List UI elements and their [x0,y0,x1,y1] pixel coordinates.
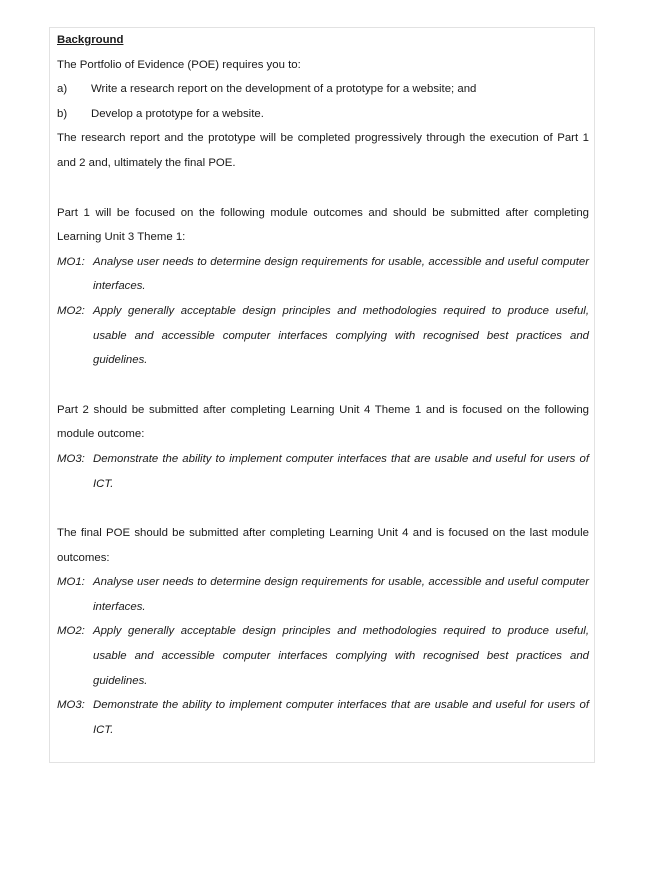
part2-outcome-mo3 [57,447,589,496]
outcome-text: Analyse user needs to determine design requirements for usable, accessible and useful computer interfaces. [93,255,589,293]
spacer [57,496,589,521]
requirement-text: Write a research report on the development of a prototype for a website; and [91,83,477,96]
requirement-item-b [57,102,589,127]
outcome-code: MO3: [57,699,85,712]
spacer [57,373,589,398]
intro-text: The Portfolio of Evidence (POE) requires you to: [57,58,301,71]
spacer [57,176,589,201]
requirement-text: Develop a prototype for a website. [91,107,264,120]
outcome-text: Demonstrate the ability to implement computer interfaces that are usable and useful for users of ICT. [93,699,589,736]
part1-outcome-mo1 [57,250,589,299]
progress-note: The research report and the prototype will be completed progressively through the execution of Part 1 and 2 and, ultimately the final POE. [57,132,589,169]
outcome-code: MO1: [57,576,85,589]
part2-text: Part 2 should be submitted after completing Learning Unit 4 Theme 1 and is focused on the following module outcome: [57,403,589,441]
requirement-marker: b) [57,107,68,120]
outcome-text: Demonstrate the ability to implement computer interfaces that are usable and useful for users of ICT. [93,452,589,490]
outcome-code: MO2: [57,304,85,317]
final-outcome-mo1 [57,570,589,619]
document-box [49,27,595,763]
outcome-text: Apply generally acceptable design principles and methodologies required to produce useful, usable and accessible computer interfaces complying with recognised best practices and guidelines. [93,304,589,367]
final-outcome-mo2 [57,619,589,693]
final-outcome-mo3 [57,693,589,742]
outcome-code: MO2: [57,625,85,638]
outcome-text: Apply generally acceptable design principles and methodologies required to produce useful, usable and accessible computer interfaces complying with recognised best practices and guidelines. [93,625,589,687]
outcome-code: MO3: [57,452,85,465]
section-heading: Background [57,34,124,46]
part1-outcome-mo2 [57,299,589,373]
outcome-code: MO1: [57,255,85,268]
part1-text: Part 1 will be focused on the following module outcomes and should be submitted after completing Learning Unit 3 Theme 1: [57,206,589,244]
document-content [57,28,589,742]
requirement-item-a [57,77,589,102]
final-text: The final POE should be submitted after completing Learning Unit 4 and is focused on the last module outcomes: [57,527,589,564]
requirement-marker: a) [57,83,68,96]
outcome-text: Analyse user needs to determine design requirements for usable, accessible and useful computer interfaces. [93,576,589,613]
